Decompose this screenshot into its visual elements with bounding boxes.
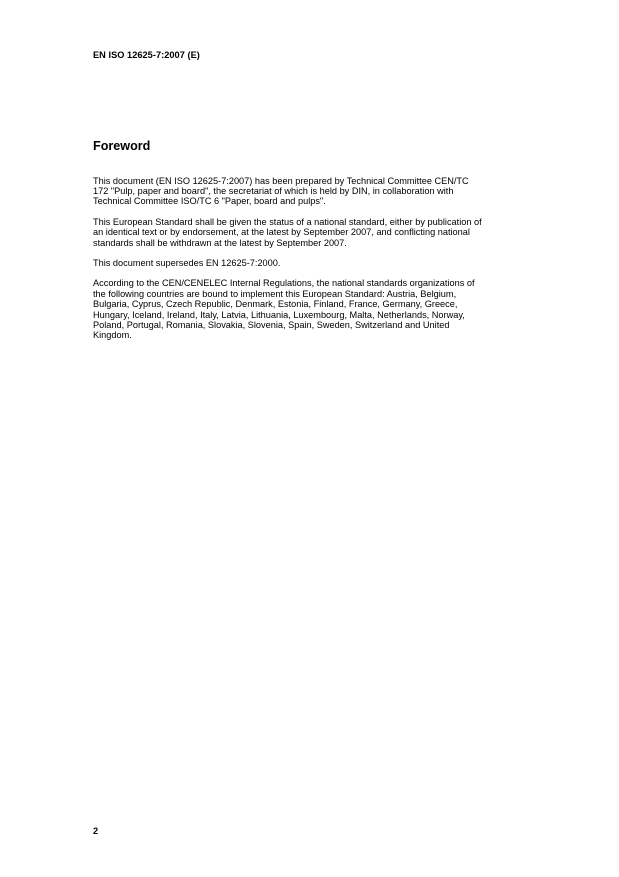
page-number: 2 bbox=[93, 826, 99, 836]
text-line: 172 "Pulp, paper and board", the secretariat of which is held by DIN, in collaboration with bbox=[93, 185, 454, 196]
paragraph-regulations bbox=[93, 278, 539, 340]
text-line: This document supersedes EN 12625-7:2000. bbox=[93, 257, 281, 268]
text-line: Technical Committee ISO/TC 6 "Paper, board and pulps". bbox=[93, 196, 326, 207]
text-line: Poland, Portugal, Romania, Slovakia, Slovenia, Spain, Sweden, Switzerland and United bbox=[93, 319, 450, 330]
text-line: Hungary, Iceland, Ireland, Italy, Latvia, Lithuania, Luxembourg, Malta, Netherlands, Norway, bbox=[93, 309, 465, 320]
text-line: This European Standard shall be given the status of a national standard, either by publication of bbox=[93, 216, 482, 227]
text-line: Kingdom. bbox=[93, 330, 132, 341]
section-title: Foreword bbox=[93, 139, 151, 153]
text-line: According to the CEN/CENELEC Internal Regulations, the national standards organizations of bbox=[93, 278, 475, 289]
text-line: an identical text or by endorsement, at the latest by September 2007, and conflicting national bbox=[93, 227, 470, 238]
foreword-body bbox=[93, 176, 539, 351]
text-line: the following countries are bound to implement this European Standard: Austria, Belgium, bbox=[93, 288, 457, 299]
text-line: Bulgaria, Cyprus, Czech Republic, Denmark, Estonia, Finland, France, Germany, Greece, bbox=[93, 299, 458, 310]
document-header-id: EN ISO 12625-7:2007 (E) bbox=[93, 50, 200, 60]
paragraph-preparation bbox=[93, 176, 539, 207]
paragraph-status bbox=[93, 217, 539, 248]
paragraph-supersedes bbox=[93, 258, 539, 268]
text-line: standards shall be withdrawn at the latest by September 2007. bbox=[93, 237, 347, 248]
text-line: This document (EN ISO 12625-7:2007) has been prepared by Technical Committee CEN/TC bbox=[93, 175, 469, 186]
